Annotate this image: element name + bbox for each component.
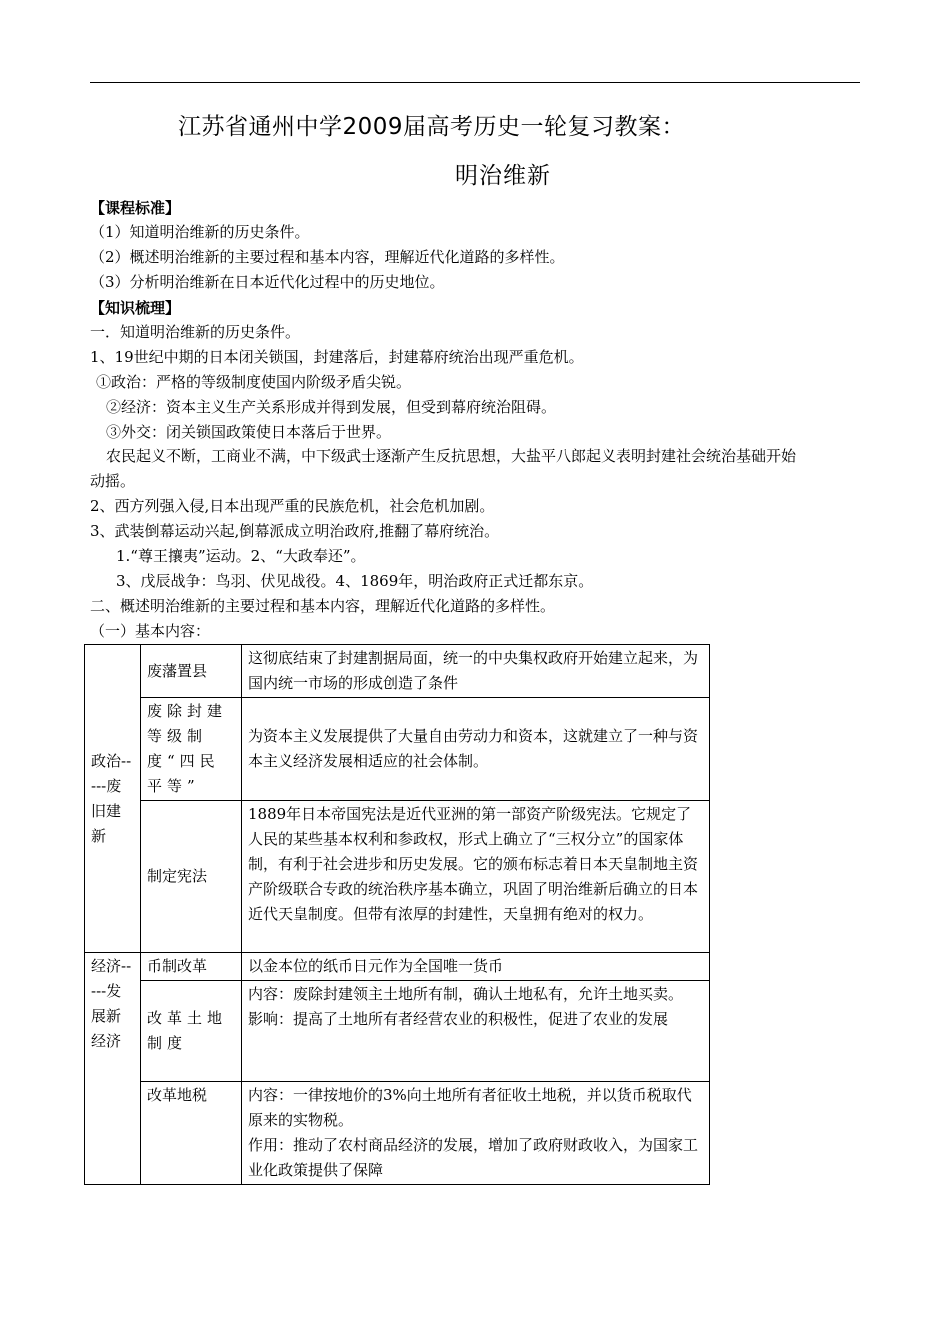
knowledge-item-2: 2、西方列强入侵,日本出现严重的民族危机，社会危机加剧。 <box>90 497 495 515</box>
detail-cell <box>242 1082 710 1185</box>
table-row <box>85 801 710 953</box>
knowledge-sub-economy: ②经济：资本主义生产关系形成并得到发展，但受到幕府统治阻碍。 <box>106 398 557 416</box>
part2-title: 二、概述明治维新的主要过程和基本内容，理解近代化道路的多样性。 <box>90 597 556 615</box>
detail-cell: 1889年日本帝国宪法是近代亚洲的第一部资产阶级宪法。它规定了人民的某些基本权利和参政权，形式上确立了“三权分立”的国家体制，有利于社会进步和历史发展。它的颁布标志着日本天皇制地主资产阶级联合专政的统治秩序基本确立，巩固了明治维新后确立的日本近代天皇制度。但带有浓厚的封建性，天皇拥有绝对的权力。 <box>242 801 710 953</box>
detail-effect-line: 作用：推动了农村商品经济的发展，增加了政府财政收入，为国家工业化政策提供了保障 <box>248 1136 699 1179</box>
table-row <box>85 1082 710 1185</box>
reform-content-table <box>84 644 710 1185</box>
knowledge-paragraph-line-2: 动摇。 <box>90 472 136 490</box>
category-economy: 经济-----发展新经济 <box>85 953 141 1185</box>
knowledge-sub-movements: 1.“尊王攘夷”运动。2、“大政奉还”。 <box>116 547 366 565</box>
part1-title: 一．知道明治维新的历史条件。 <box>90 323 301 341</box>
document-subtitle: 明治维新 <box>455 163 551 189</box>
detail-cell <box>242 981 710 1082</box>
detail-cell: 以金本位的纸币日元作为全国唯一货币 <box>242 953 710 981</box>
standard-item-2: （2）概述明治维新的主要过程和基本内容，理解近代化道路的多样性。 <box>90 248 565 266</box>
knowledge-heading: 【知识梳理】 <box>90 299 181 317</box>
table-row <box>85 698 710 801</box>
category-politics: 政治-----废旧建新 <box>85 645 141 953</box>
header-rule <box>90 82 860 83</box>
standards-heading: 【课程标准】 <box>90 199 181 217</box>
standard-item-1: （1）知道明治维新的历史条件。 <box>90 223 310 241</box>
part2-subtitle: （一）基本内容： <box>90 622 211 640</box>
measure-cell: 制定宪法 <box>141 801 242 953</box>
table-row <box>85 645 710 698</box>
table-row <box>85 953 710 981</box>
measure-cell: 废除封建等级制度“四民平等” <box>141 698 242 801</box>
detail-cell: 这彻底结束了封建割据局面，统一的中央集权政府开始建立起来，为国内统一市场的形成创造了条件 <box>242 645 710 698</box>
knowledge-item-1: 1、19世纪中期的日本闭关锁国，封建落后，封建幕府统治出现严重危机。 <box>90 348 584 366</box>
measure-cell: 币制改革 <box>141 953 242 981</box>
document-title: 江苏省通州中学2009届高考历史一轮复习教案： <box>178 114 686 140</box>
knowledge-sub-politics: ①政治：严格的等级制度使国内阶级矛盾尖锐。 <box>96 373 412 391</box>
detail-content-line: 内容：一律按地价的3%向土地所有者征收土地税，并以货币税取代原来的实物税。 <box>248 1086 692 1129</box>
measure-cell: 废藩置县 <box>141 645 242 698</box>
detail-content-line: 内容：废除封建领主土地所有制，确认土地私有，允许土地买卖。 <box>248 985 684 1003</box>
knowledge-sub-war: 3、戊辰战争：鸟羽、伏见战役。4、1869年，明治政府正式迁都东京。 <box>116 572 594 590</box>
standard-item-3: （3）分析明治维新在日本近代化过程中的历史地位。 <box>90 273 445 291</box>
measure-cell: 改革地税 <box>141 1082 242 1185</box>
knowledge-item-3: 3、武装倒幕运动兴起,倒幕派成立明治政府,推翻了幕府统治。 <box>90 522 500 540</box>
knowledge-paragraph-line-1: 农民起义不断，工商业不满，中下级武士逐渐产生反抗思想，大盐平八郎起义表明封建社会统治基础开始 <box>106 447 797 465</box>
detail-impact-line: 影响：提高了土地所有者经营农业的积极性，促进了农业的发展 <box>248 1010 669 1028</box>
table-row <box>85 981 710 1082</box>
measure-cell: 改革土地制度 <box>141 981 242 1082</box>
knowledge-sub-diplomacy: ③外交：闭关锁国政策使日本落后于世界。 <box>106 423 392 441</box>
detail-cell: 为资本主义发展提供了大量自由劳动力和资本，这就建立了一种与资本主义经济发展相适应的社会体制。 <box>242 698 710 801</box>
